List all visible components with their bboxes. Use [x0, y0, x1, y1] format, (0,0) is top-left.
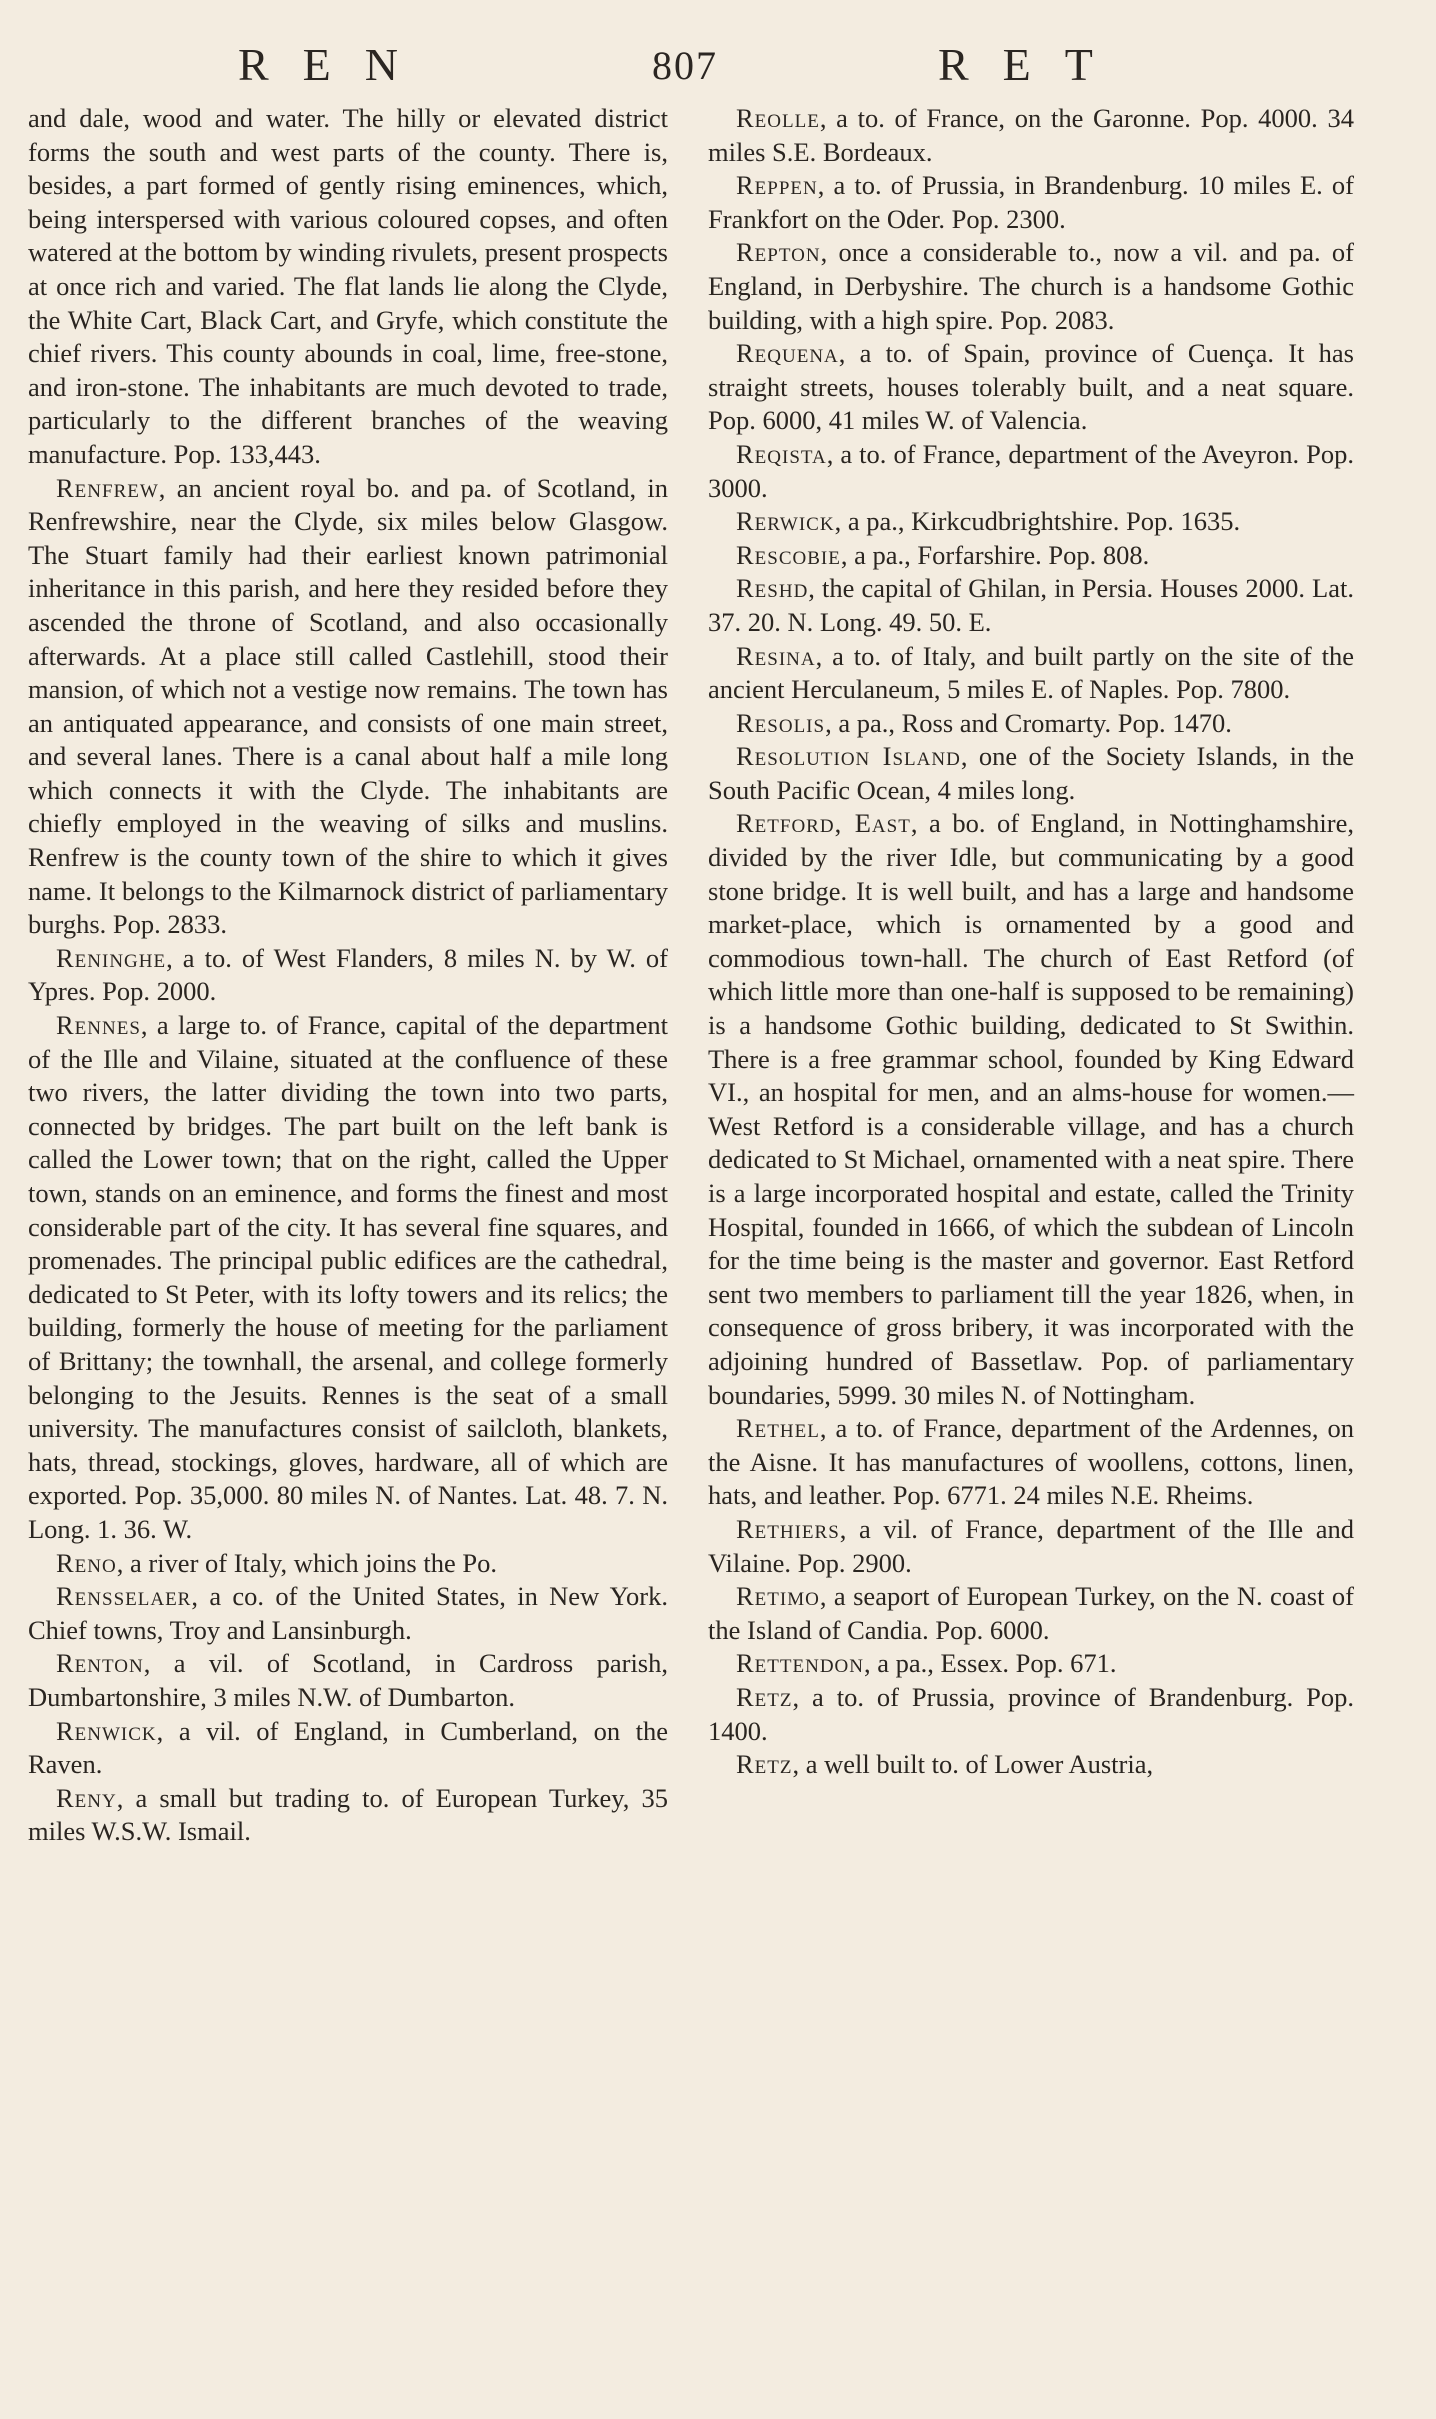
gazetteer-entry — [28, 1782, 668, 1849]
entry-text: , a vil. of England, in Cumberland, on the Raven. — [28, 1715, 668, 1780]
gazetteer-entry — [708, 707, 1354, 741]
gazetteer-entry — [708, 169, 1354, 236]
entry-headword: Renton — [56, 1648, 144, 1679]
gazetteer-entry — [708, 438, 1354, 505]
entry-headword: Requena — [736, 338, 839, 369]
entry-headword: Reny — [56, 1782, 117, 1813]
entry-headword: Reno — [56, 1547, 117, 1578]
entry-headword: Rescobie — [736, 539, 841, 570]
entry-text: , a pa., Kirkcudbrightshire. Pop. 1635. — [834, 506, 1241, 537]
entry-headword: Reninghe — [56, 942, 167, 973]
entry-headword: Renwick — [56, 1715, 157, 1746]
entry-text: , a to. of Prussia, in Brandenburg. 10 miles E. of Frankfort on the Oder. Pop. 2300. — [708, 170, 1354, 234]
entry-text: , once a considerable to., now a vil. and pa. of England, in Derbyshire. The church is a handsome Gothic building, with a high spire. Pop. 2083. — [708, 237, 1354, 335]
gazetteer-entry — [28, 472, 668, 942]
entry-headword: Rethel — [736, 1413, 820, 1444]
entry-headword: Retford, East — [736, 808, 911, 839]
entry-headword: Renfrew — [56, 472, 159, 503]
entry-headword: Retz — [736, 1681, 793, 1712]
gazetteer-entry — [28, 1647, 668, 1714]
entry-headword: Rethiers — [736, 1513, 840, 1544]
left-column — [28, 102, 668, 1849]
entry-headword: Resolis — [736, 707, 826, 738]
entry-headword: Rerwick — [736, 506, 835, 537]
entry-text: , a to. of Spain, province of Cuença. It has straight streets, houses tolerably built, and a neat square. Pop. 6000, 41 miles W. of Valencia. — [708, 338, 1354, 436]
entry-headword: Rennes — [56, 1010, 141, 1041]
entry-headword: Rensselaer — [56, 1581, 192, 1612]
right-column — [708, 102, 1354, 1782]
entry-text: , a to. of France, department of the Ardennes, on the Aisne. It has manufactures of woollens, cottons, linen, hats, and leather. Pop. 6771. 24 miles N.E. Rheims. — [708, 1413, 1354, 1511]
entry-text: , one of the Society Islands, in the South Pacific Ocean, 4 miles long. — [708, 741, 1355, 805]
entry-text: , a to. of France, on the Garonne. Pop. 4000. 34 miles S.E. Bordeaux. — [708, 103, 1354, 167]
entry-text: , a to. of Italy, and built partly on the site of the ancient Herculaneum, 5 miles E. of Naples. Pop. 7800. — [708, 640, 1354, 705]
gazetteer-entry — [708, 1681, 1354, 1748]
entry-headword: Reqista — [736, 438, 827, 469]
entry-text: , a small but trading to. of European Turkey, 35 miles W.S.W. Ismail. — [28, 1782, 668, 1847]
running-header — [0, 38, 1436, 98]
entry-headword: Resina — [736, 640, 816, 671]
gazetteer-entry — [708, 1580, 1354, 1647]
entry-text: and dale, wood and water. The hilly or elevated district forms the south and west parts of the county. There is, besides, a part formed of gently rising eminences, which, being interspersed with various coloured copses, and often watered at the bottom by winding rivulets, present prospects at once rich and varied. The flat lands lie along the Clyde, the White Cart, Black Cart, and Gryfe, which constitute the chief rivers. This county abounds in coal, lime, free-stone, and iron-stone. The inhabitants are much devoted to trade, particularly to the different branches of the weaving manufacture. Pop. 133,443. — [28, 103, 668, 469]
entry-text: , a seaport of European Turkey, on the N. coast of the Island of Candia. Pop. 6000. — [708, 1581, 1354, 1645]
gazetteer-entry — [708, 505, 1354, 539]
entry-text: , a bo. of England, in Nottinghamshire, divided by the river Idle, but communicating by a good stone bridge. It is well built, and has a large and handsome market-place, which is ornamented by a good and commodious town-hall. The church of East Retford (of which little more than one-half is supposed to be remaining) is a handsome Gothic building, dedicated to St Swithin. There is a free grammar school, founded by King Edward VI., an hospital for men, and an alms-house for women.—West Retford is a considerable village, and has a church dedicated to St Michael, ornamented with a neat spire. There is a large incorporated hospital and estate, called the Trinity Hospital, founded in 1666, of which the subdean of Lincoln for the time being is the master and governor. East Retford sent two members to parliament till the year 1826, when, in consequence of gross bribery, it was incorporated with the adjoining hundred of Bassetlaw. Pop. of parliamentary boundaries, 5999. 30 miles N. of Nottingham. — [708, 808, 1354, 1410]
gazetteer-entry — [708, 236, 1354, 337]
entry-text: , a to. of West Flanders, 8 miles N. by W. of Ypres. Pop. 2000. — [28, 942, 668, 1007]
entry-text: , a pa., Forfarshire. Pop. 808. — [840, 539, 1150, 570]
gazetteer-entry — [708, 1647, 1354, 1681]
entry-headword: Rettendon — [736, 1648, 864, 1679]
gazetteer-entry — [28, 1547, 668, 1581]
header-left-guide: REN — [238, 39, 432, 90]
entry-headword: Reppen — [736, 170, 818, 201]
gazetteer-entry — [708, 807, 1354, 1412]
entry-headword: Reshd — [736, 573, 809, 604]
gazetteer-entry — [28, 1009, 668, 1547]
gazetteer-entry — [28, 1580, 668, 1647]
entry-headword: Retimo — [736, 1581, 820, 1612]
entry-text: , a pa., Ross and Cromarty. Pop. 1470. — [825, 707, 1232, 738]
gazetteer-entry — [28, 942, 668, 1009]
gazetteer-entry — [708, 640, 1354, 707]
entry-text: , a large to. of France, capital of the department of the Ille and Vilaine, situated at the confluence of these two rivers, the latter dividing the town into two parts, connected by bridges. The part built on the left bank is called the Lower town; that on the right, called the Upper town, stands on an eminence, and forms the finest and most considerable part of the city. It has several fine squares, and promenades. The principal public edifices are the cathedral, dedicated to St Peter, with its lofty towers and its relics; the building, formerly the house of meeting for the parliament of Brittany; the townhall, the arsenal, and college formerly belonging to the Jesuits. Rennes is the seat of a small university. The manufactures consist of sailcloth, blankets, hats, thread, stockings, gloves, hardware, all of which are exported. Pop. 35,000. 80 miles N. of Nantes. Lat. 48. 7. N. Long. 1. 36. W. — [28, 1010, 668, 1544]
gazetteer-entry — [708, 572, 1354, 639]
gazetteer-entry — [708, 1513, 1354, 1580]
entry-text: , a to. of Prussia, province of Brandenburg. Pop. 1400. — [708, 1681, 1354, 1746]
entry-text: , a river of Italy, which joins the Po. — [116, 1547, 497, 1578]
page-number: 807 — [652, 43, 718, 88]
entry-headword: Retz — [736, 1749, 793, 1780]
entry-text: , a co. of the United States, in New York. Chief towns, Troy and Lansinburgh. — [28, 1581, 668, 1645]
gazetteer-entry — [708, 102, 1354, 169]
entry-text: , a pa., Essex. Pop. 671. — [863, 1648, 1117, 1679]
entry-text: , a vil. of France, department of the Ille and Vilaine. Pop. 2900. — [708, 1513, 1354, 1578]
gazetteer-entry — [28, 102, 668, 472]
gazetteer-entry — [708, 337, 1354, 438]
entry-headword: Repton — [736, 237, 821, 268]
entry-text: , a well built to. of Lower Austria, — [792, 1749, 1154, 1780]
entry-text: , an ancient royal bo. and pa. of Scotland, in Renfrewshire, near the Clyde, six miles below Glasgow. The Stuart family had their earliest known patrimonial inheritance in this parish, and here they resided before they ascended the throne of Scotland, and also occasionally afterwards. At a place still called Castlehill, stood their mansion, of which not a vestige now remains. The town has an antiquated appearance, and consists of one main street, and several lanes. There is a canal about half a mile long which connects it with the Clyde. The inhabitants are chiefly employed in the weaving of silks and muslins. Renfrew is the county town of the shire to which it gives name. It belongs to the Kilmarnock district of parliamentary burghs. Pop. 2833. — [28, 472, 668, 940]
entry-headword: Resolution Island — [736, 741, 961, 772]
header-right-guide: RET — [938, 39, 1127, 90]
gazetteer-entry — [708, 1748, 1354, 1782]
entry-text: , a vil. of Scotland, in Cardross parish, Dumbartonshire, 3 miles N.W. of Dumbarton. — [28, 1648, 668, 1712]
entry-text: , the capital of Ghilan, in Persia. Houses 2000. Lat. 37. 20. N. Long. 49. 50. E. — [708, 573, 1354, 637]
gazetteer-entry — [708, 740, 1354, 807]
gazetteer-entry — [708, 539, 1354, 573]
gazetteer-entry — [708, 1412, 1354, 1513]
entry-text: , a to. of France, department of the Aveyron. Pop. 3000. — [708, 438, 1354, 503]
entry-headword: Reolle — [736, 103, 820, 133]
gazetteer-entry — [28, 1715, 668, 1782]
